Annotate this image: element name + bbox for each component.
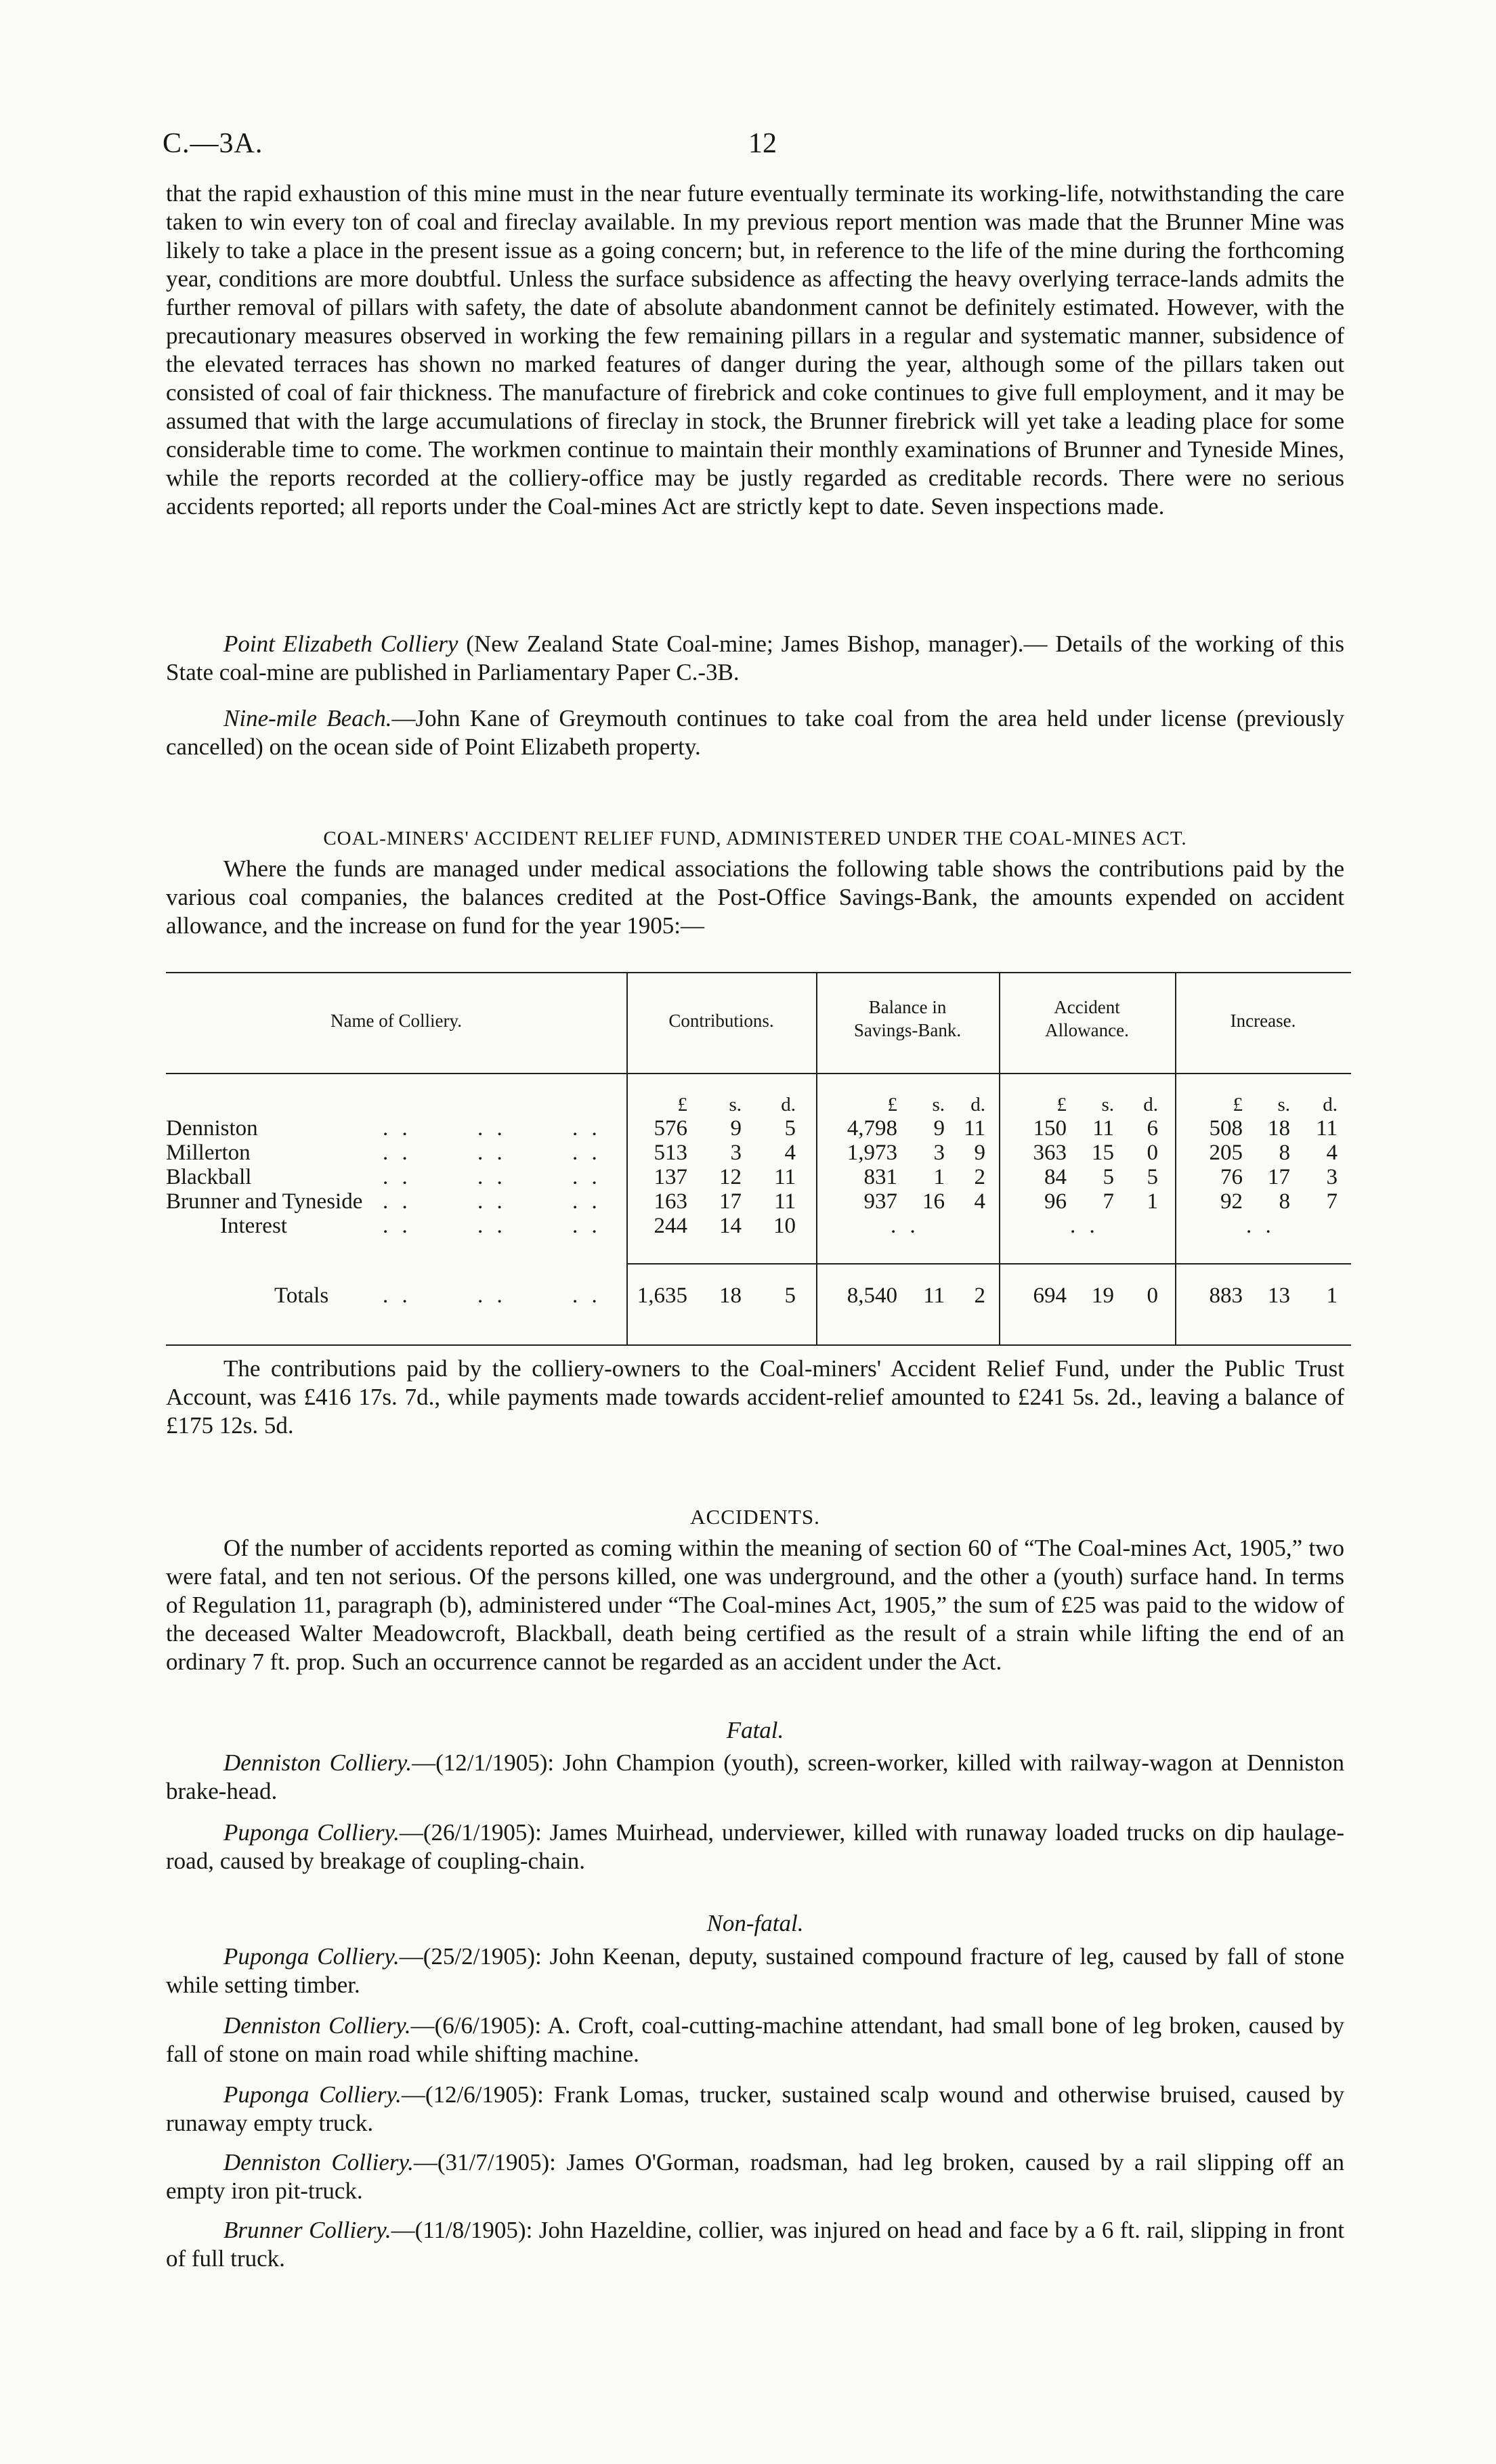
accident-pence: 6: [1147, 1116, 1158, 1141]
leader-dots: . .: [477, 1141, 507, 1165]
page-number: 12: [748, 128, 777, 159]
accident-empty-dots: . .: [1070, 1214, 1099, 1238]
contrib-pounds: 137: [654, 1165, 687, 1189]
totals-accident-shillings: 19: [1092, 1283, 1114, 1308]
balance-shillings: 9: [933, 1116, 945, 1141]
totals-increase-shillings: 13: [1268, 1283, 1290, 1308]
increase-pence: 11: [1316, 1116, 1338, 1141]
intro-paragraph: that the rapid exhaustion of this mine must in the near future eventually terminate its working-life, notwithstanding the care taken to win every ton of coal and fireclay available. In my previous report mention was made that the Brunner Mine was likely to take a place in the present issue as a going concern; but, in reference to the life of the mine during the forthcoming year, conditions are more doubtful. Unless the surface subsidence as affecting the heavy overlying terrace-lands admits the further removal of pillars with safety, the date of absolute abandonment cannot be definitely estimated. However, with the precautionary measures observed in working the few remaining pillars in a regular and systematic manner, subsidence of the elevated terraces has shown no marked features of danger during the year, although some of the pillars taken out consisted of coal of fair thickness. The manufacture of firebrick and coke continues to give full employment, and it may be assumed that with the large accumulations of fireclay in stock, the Brunner firebrick will yet take a leading place for some considerable time to come. The workmen continue to maintain their monthly examinations of Brunner and Tyneside Mines, while the reports recorded at the colliery-office may be justly regarded as creditable records. There were no serious accidents reported; all reports under the Coal-mines Act are strictly kept to date. Seven inspections made.: [166, 180, 1344, 519]
header-accident: [999, 996, 1175, 1042]
accident-entry: [166, 1819, 1344, 1875]
accident-entry: [166, 1942, 1344, 1999]
contrib-pence: 10: [773, 1214, 796, 1238]
accident-colliery: Puponga Colliery.: [223, 2081, 402, 2108]
contrib-shillings: 17: [719, 1189, 742, 1214]
nine-mile-title: Nine-mile Beach.: [223, 705, 392, 731]
balance-pounds: 4,798: [847, 1116, 897, 1141]
point-elizabeth-title: Point Elizabeth Colliery: [223, 631, 458, 657]
totals-contrib-pounds: 1,635: [637, 1283, 687, 1308]
nine-mile-paragraph: [166, 704, 1344, 761]
contrib-pence: 11: [774, 1165, 796, 1189]
leader-dots: . .: [572, 1141, 601, 1165]
totals-contrib-pence: 5: [784, 1283, 796, 1308]
totals-balance-shillings: 11: [923, 1283, 945, 1308]
totals-accident-pounds: 694: [1033, 1283, 1067, 1308]
header-balance-line1: Balance in: [868, 997, 947, 1017]
contrib-pence: 11: [774, 1189, 796, 1214]
increase-pounds: 508: [1209, 1116, 1243, 1141]
contrib-shillings: 12: [719, 1165, 742, 1189]
accident-text: —(26/1/1905): James Muirhead, underviewer, killed with runaway loaded trucks on dip haulage-road, caused by breakage of coupling-chain.: [166, 1819, 1344, 1874]
contrib-pounds: 513: [654, 1141, 687, 1165]
accidents-heading: ACCIDENTS.: [690, 1505, 820, 1529]
accident-colliery: Brunner Colliery.: [223, 2217, 391, 2243]
balance-pounds: 937: [863, 1189, 897, 1214]
accident-entry: [166, 2216, 1344, 2273]
increase-empty-dots: . .: [1246, 1214, 1275, 1238]
accident-entry: [166, 2012, 1344, 2068]
leader-dots: . .: [572, 1116, 601, 1141]
accident-pounds: 363: [1033, 1141, 1067, 1165]
balance-shillings: 16: [922, 1189, 945, 1214]
leader-dots: . .: [477, 1116, 507, 1141]
totals-label: Totals: [274, 1283, 329, 1308]
accident-shillings: 7: [1103, 1189, 1114, 1214]
accident-shillings: 11: [1092, 1116, 1114, 1141]
accident-unit-pence: d.: [1143, 1094, 1158, 1116]
document-reference: C.—3A.: [163, 128, 263, 159]
increase-pounds: 92: [1220, 1189, 1243, 1214]
page-header: [163, 127, 1341, 168]
accident-text: —(12/6/1905): Frank Lomas, trucker, sustained scalp wound and otherwise bruised, caused by runaway empty truck.: [166, 2081, 1345, 2136]
leader-dots: . .: [383, 1116, 412, 1141]
leader-dots: . .: [383, 1214, 412, 1238]
contrib-pounds: 163: [654, 1189, 687, 1214]
accident-entry: [166, 2148, 1344, 2205]
accident-text: —(31/7/1905): James O'Gorman, roadsman, had leg broken, caused by a rail slipping off an empty iron pit-truck.: [166, 2149, 1345, 2204]
table-totals-rule: [626, 1263, 1351, 1265]
nine-mile-text: —John Kane of Greymouth continues to take coal from the area held under license (previously cancelled) on the ocean side of Point Elizabeth property.: [166, 705, 1344, 760]
leader-dots: . .: [383, 1189, 412, 1214]
accident-colliery: Denniston Colliery.: [223, 2149, 414, 2175]
point-elizabeth-paragraph: [166, 630, 1344, 687]
accident-pence: 1: [1147, 1189, 1158, 1214]
accident-shillings: 15: [1092, 1141, 1114, 1165]
accident-pounds: 150: [1033, 1116, 1067, 1141]
contrib-shillings: 3: [730, 1141, 742, 1165]
header-balance: [816, 996, 999, 1042]
leader-dots: . .: [572, 1283, 601, 1308]
leader-dots: . .: [572, 1189, 601, 1214]
header-accident-line2: Allowance.: [1045, 1020, 1129, 1040]
header-increase: Increase.: [1230, 1011, 1296, 1031]
increase-unit-pound: £: [1233, 1094, 1243, 1116]
table-bottom-rule: [166, 1344, 1351, 1346]
accident-entry: [166, 1749, 1344, 1806]
accident-colliery: Puponga Colliery.: [223, 1819, 400, 1846]
contrib-unit-pound: £: [677, 1094, 687, 1116]
colliery-name: Brunner and Tyneside: [166, 1189, 363, 1214]
colliery-name: Blackball: [166, 1165, 252, 1189]
totals-balance-pence: 2: [974, 1283, 985, 1308]
totals-contrib-shillings: 18: [719, 1283, 742, 1308]
increase-pence: 3: [1326, 1165, 1338, 1189]
accident-text: —(12/1/1905): John Champion (youth), screen-worker, killed with railway-wagon at Denniston brake-head.: [166, 1749, 1344, 1804]
contrib-shillings: 14: [719, 1214, 742, 1238]
increase-pounds: 76: [1220, 1165, 1243, 1189]
leader-dots: . .: [383, 1141, 412, 1165]
balance-pounds: 831: [863, 1165, 897, 1189]
increase-shillings: 17: [1268, 1165, 1290, 1189]
table-top-rule: [166, 972, 1351, 973]
balance-shillings: 1: [933, 1165, 945, 1189]
colliery-name: Millerton: [166, 1141, 251, 1165]
contrib-pence: 4: [784, 1141, 796, 1165]
relief-fund-intro: Where the funds are managed under medical associations the following table shows the contributions paid by the various coal companies, the balances credited at the Post-Office Savings-Bank, the amounts expended on accident allowance, and the increase on fund for the year 1905:—: [166, 855, 1344, 939]
contrib-unit-shilling: s.: [729, 1094, 742, 1116]
leader-dots: . .: [477, 1214, 507, 1238]
totals-accident-pence: 0: [1147, 1283, 1158, 1308]
contrib-pounds: 244: [654, 1214, 687, 1238]
balance-pence: 4: [974, 1189, 985, 1214]
contrib-pounds: 576: [654, 1116, 687, 1141]
relief-fund-table: [166, 972, 1351, 1351]
leader-dots: . .: [383, 1165, 412, 1189]
contrib-pence: 5: [784, 1116, 796, 1141]
header-name: Name of Colliery.: [330, 1011, 462, 1031]
totals-balance-pounds: 8,540: [847, 1283, 897, 1308]
accident-pounds: 96: [1044, 1189, 1067, 1214]
balance-pence: 11: [964, 1116, 985, 1141]
leader-dots: . .: [477, 1165, 507, 1189]
accident-text: —(25/2/1905): John Keenan, deputy, sustained compound fracture of leg, caused by fall of stone while setting timber.: [166, 1943, 1344, 1998]
accident-entry: [166, 2081, 1344, 2138]
accident-text: —(6/6/1905): A. Croft, coal-cutting-machine attendant, had small bone of leg broken, caused by fall of stone on main road while shifting machine.: [166, 2012, 1345, 2067]
accident-shillings: 5: [1103, 1165, 1114, 1189]
balance-pence: 2: [974, 1165, 985, 1189]
nonfatal-heading: Non-fatal.: [706, 1910, 804, 1936]
leader-dots: . .: [383, 1283, 412, 1308]
accident-colliery: Denniston Colliery.: [223, 2012, 411, 2039]
balance-shillings: 3: [933, 1141, 945, 1165]
colliery-name: Denniston: [166, 1116, 258, 1141]
contrib-unit-pence: d.: [781, 1094, 796, 1116]
leader-dots: . .: [572, 1214, 601, 1238]
balance-unit-pence: d.: [970, 1094, 985, 1116]
header-accident-line1: Accident: [1054, 997, 1120, 1017]
leader-dots: . .: [477, 1189, 507, 1214]
balance-unit-pound: £: [887, 1094, 897, 1116]
balance-pence: 9: [974, 1141, 985, 1165]
accident-colliery: Puponga Colliery.: [223, 1943, 400, 1970]
accident-pence: 5: [1147, 1165, 1158, 1189]
relief-fund-heading: COAL-MINERS' ACCIDENT RELIEF FUND, ADMINISTERED UNDER THE COAL-MINES ACT.: [323, 828, 1187, 849]
colliery-name: Interest: [220, 1214, 287, 1238]
fatal-heading: Fatal.: [726, 1717, 784, 1743]
balance-unit-shilling: s.: [932, 1094, 945, 1116]
leader-dots: . .: [572, 1165, 601, 1189]
accident-unit-shilling: s.: [1101, 1094, 1114, 1116]
increase-shillings: 8: [1279, 1189, 1290, 1214]
accident-unit-pound: £: [1056, 1094, 1067, 1116]
point-elizabeth-text: (New Zealand State Coal-mine; James Bishop, manager).— Details of the working of this State coal-mine are published in Parliamentary Paper C.-3B.: [166, 631, 1344, 685]
header-contributions: Contributions.: [668, 1011, 774, 1031]
totals-increase-pence: 1: [1326, 1283, 1338, 1308]
increase-shillings: 8: [1279, 1141, 1290, 1165]
accident-pence: 0: [1147, 1141, 1158, 1165]
increase-pence: 4: [1326, 1141, 1338, 1165]
increase-unit-shilling: s.: [1277, 1094, 1290, 1116]
accidents-intro: Of the number of accidents reported as coming within the meaning of section 60 of “The Coal-mines Act, 1905,” two were fatal, and ten not serious. Of the persons killed, one was underground, and the other a (youth) surface hand. In terms of Regulation 11, paragraph (b), administered under “The Coal-mines Act, 1905,” the sum of £25 was paid to the widow of the deceased Walter Meadowcroft, Blackball, death being certified as the result of a strain while lifting the end of an ordinary 7 ft. prop. Such an occurrence cannot be regarded as an accident under the Act.: [166, 1535, 1344, 1675]
header-balance-line2: Savings-Bank.: [853, 1020, 962, 1040]
accident-text: —(11/8/1905): John Hazeldine, collier, was injured on head and face by a 6 ft. rail, slipping in front of full truck.: [166, 2217, 1344, 2272]
balance-empty-dots: . .: [891, 1214, 920, 1238]
increase-shillings: 18: [1268, 1116, 1290, 1141]
balance-pounds: 1,973: [847, 1141, 897, 1165]
totals-increase-pounds: 883: [1209, 1283, 1243, 1308]
increase-pence: 7: [1326, 1189, 1338, 1214]
accident-pounds: 84: [1044, 1165, 1067, 1189]
increase-unit-pence: d.: [1323, 1094, 1338, 1116]
increase-pounds: 205: [1209, 1141, 1243, 1165]
leader-dots: . .: [477, 1283, 507, 1308]
table-header-rule: [166, 1073, 1351, 1074]
relief-fund-after: The contributions paid by the colliery-owners to the Coal-miners' Accident Relief Fund, under the Public Trust Account, was £416 17s. 7d., while payments made towards accident-relief amounted to £241 5s. 2d., leaving a balance of £175 12s. 5d.: [166, 1355, 1344, 1439]
accident-colliery: Denniston Colliery.: [223, 1749, 412, 1776]
contrib-shillings: 9: [730, 1116, 742, 1141]
